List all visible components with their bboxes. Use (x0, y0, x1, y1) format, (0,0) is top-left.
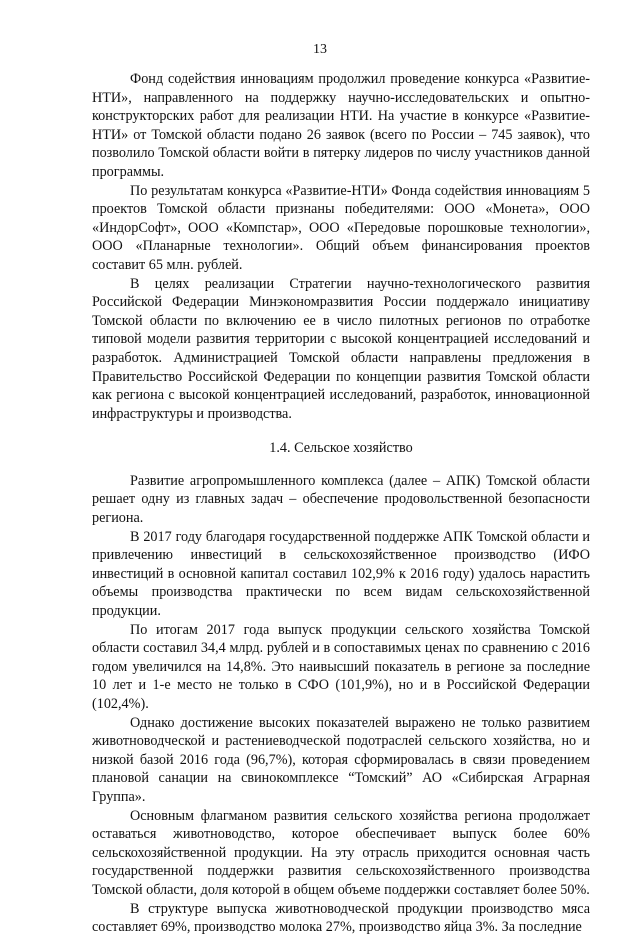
paragraph-output-results: По итогам 2017 года выпуск продукции сельского хозяйства Томской области составил 34,4 млрд. рублей и в сопоставимых ценах по сравнению с 2016 годом увеличился на 14,8%. Это наивысший показатель в регионе за последние 10 лет и 1-е место не только в СФО (101,9%), но и в Российской Федерации (102,4%). (92, 621, 590, 712)
section-heading: 1.4. Сельское хозяйство (269, 440, 413, 457)
page-body (92, 70, 590, 937)
paragraph-state-support: В 2017 году благодаря государственной поддержке АПК Томской области и привлечению инвестиций в сельскохозяйственное производство (ИФО инвестиций в основной капитал составил 102,9% к 2016 году) удалось нарастить объемы производства практически по всем видам сельскохозяйственной продукции. (92, 528, 590, 620)
paragraph-agro-development: Развитие агропромышленного комплекса (далее – АПК) Томской области решает одну из главных задач – обеспечение продовольственной безопасности региона. (92, 472, 590, 527)
paragraph-fund-contest: Фонд содействия инновациям продолжил проведение конкурса «Развитие-НТИ», направленного на поддержку научно-исследовательских и опытно-конструкторских работ для реализации НТИ. На участие в конкурсе «Развитие-НТИ» от Томской области подано 26 заявок (всего по России – 745 заявок), что позволило Томской области войти в пятерку лидеров по числу участников данной программы. (92, 71, 590, 180)
paragraph-contest-winners: По результатам конкурса «Развитие-НТИ» Фонда содействия инновациям 5 проектов Томской области признаны победителями: ООО «Монета», ООО «ИндорСофт», ООО «Компстар», ООО «Передовые порошковые технологии», ООО «Планарные технологии». Общий объем финансирования проектов составит 65 млн. рублей. (92, 182, 590, 273)
page-number: 13 (313, 42, 327, 57)
paragraph-livestock-structure: В структуре выпуска животноводческой продукции производство мяса составляет 69%, производство молока 27%, производство яйца 3%. За последние (92, 900, 590, 936)
paragraph-low-base: Однако достижение высоких показателей выражено не только развитием животноводческой и растениеводческой подотраслей сельского хозяйства, но и низкой базой 2016 года (96,7%), которая сформировалась в связи проведением плановой санации на свинокомплексе “Томский” АО «Сибирская Аграрная Группа». (92, 714, 590, 805)
paragraph-pilot-region: В целях реализации Стратегии научно-технологического развития Российской Федерации Минэкономразвития России поддержало инициативу Томской области по включению ее в число пилотных регионов по отработке типовой модели развития территории с высокой концентрацией исследований и разработок. Администрацией Томской области направлены предложения в Правительство Российской Федерации по концепции развития Томской области как региона с высокой концентрацией исследований, разработок, инновационной инфраструктуры и производства. (92, 275, 590, 422)
paragraph-livestock-flagship: Основным флагманом развития сельского хозяйства региона продолжает оставаться животноводство, которое обеспечивает выпуск более 60% сельскохозяйственной продукции. На эту отрасль приходится основная часть государственной поддержки развития сельскохозяйственного производства Томской области, доля которой в общем объеме поддержки составляет более 50%. (92, 807, 590, 898)
